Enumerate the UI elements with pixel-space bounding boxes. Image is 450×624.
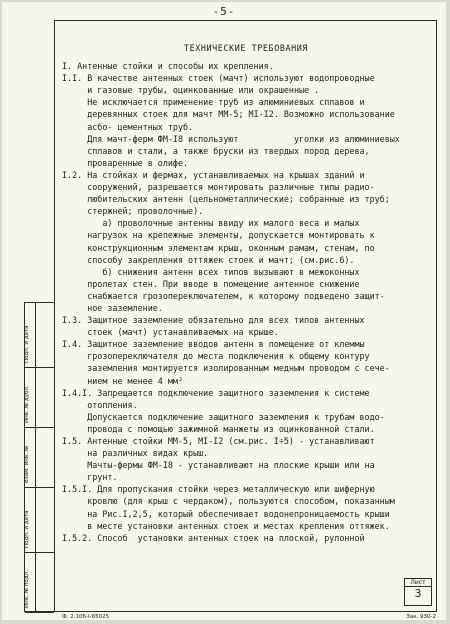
document-line: на Рис.I,2,5, который обеспечивает водонепроницаемость крыши — [62, 508, 390, 519]
document-line: и газовые трубы, оцинкованные или окрашенные . — [62, 85, 320, 96]
document-line: грунт. — [62, 472, 118, 483]
document-line: Не исключается применение труб из алюминиевых сплавов и — [62, 97, 365, 108]
document-line: I.3. Защитное заземление обязательно для всех типов антенных — [62, 315, 365, 326]
document-line: б) снижения антенн всех типов вызывают в межоконных — [62, 266, 360, 277]
page-number: -5- — [212, 5, 236, 18]
document-line: пролетах стен. При вводе в помещение антенное снижение — [62, 278, 360, 289]
side-cell-1 — [25, 553, 54, 613]
document-line: Допускается подключение защитного заземления к трубам водо- — [62, 411, 385, 422]
document-line: Мачты-фермы ФМ-I8 - устанавливают на плоские крыши или на — [62, 460, 375, 471]
side-label-podp-2: Подп. и дата — [24, 325, 30, 363]
document-line: стержней; проволочные). — [62, 206, 204, 217]
document-line: I.4.I. Запрещается подключение защитного заземления к системе — [62, 387, 370, 398]
document-line: Для мачт-ферм ФМ-I8 используют уголки из алюминиевых — [62, 133, 400, 144]
document-line: I.5. Антенные стойки ММ-5, МI-I2 (см.рис. I÷5) - устанавливают — [62, 436, 375, 446]
document-body — [62, 42, 430, 544]
document-line: заземления монтируется изолированным медным проводом с сече- — [62, 363, 390, 374]
document-line: асбо- цементных труб. — [62, 121, 194, 132]
document-line: любительских антенн (цельнометаллические; собранные из труб; — [62, 194, 390, 205]
document-line: I.4. Защитное заземление вводов антенн в помещение от клеммы — [62, 339, 365, 350]
document-line: ное заземление. — [62, 302, 163, 313]
document-line: способу закрепления оттяжек стоек и мачт; (см.рис.6). — [62, 254, 355, 265]
document-line: I.5.2. Способ установки антенных стоек на плоской, рулонной — [62, 532, 365, 543]
document-line: деревянных стоек для мачт ММ-5; МI-I2. Возможно использование — [62, 109, 395, 120]
side-label-inv-dubl: Инв. № дубл. — [24, 385, 30, 423]
document-line: I.5.I. Для пропускания стойки через металлическую или шиферную — [62, 484, 375, 495]
side-label-vzam: Взам. инв. № — [24, 445, 30, 483]
side-stamp — [24, 302, 54, 612]
document-line: в месте установки антенных стоек и местах крепления оттяжек. — [62, 520, 390, 531]
document-title: ТЕХНИЧЕСКИЕ ТРЕБОВАНИЯ — [183, 43, 309, 53]
document-page — [2, 2, 446, 620]
document-line: I.2. На стойках и фермах, устанавливаемых на крышах зданий и — [62, 169, 365, 180]
side-cell-3 — [25, 428, 54, 488]
document-line: стоек (мачт) устанавливаемых на крыше. — [62, 327, 279, 338]
side-label-inv-podl: Инв. № подл. — [24, 570, 30, 608]
document-line: проваренные в олифе. — [62, 157, 189, 168]
document-line: на различных видах крыш. — [62, 448, 209, 459]
footer-form-code: Ф. 2.106-I-65025 — [62, 614, 110, 620]
document-line: нием не менее 4 мм² — [62, 375, 184, 386]
sheet-label: Лист — [410, 579, 426, 586]
side-cell-2 — [25, 488, 54, 553]
document-lines — [62, 60, 430, 544]
footer-order: Зак. 930-2 — [406, 614, 436, 620]
document-line: снабжается грозопереключателем, к которому подведено защит- — [62, 290, 385, 301]
document-line: нагрузок на крепежные элементы, допускается монтировать к — [62, 230, 375, 241]
document-line: отопления. — [62, 399, 138, 410]
document-line: I. Антенные стойки и способы их крепления. — [62, 61, 274, 72]
document-line: грозопереключателя до места подключения к общему контуру — [62, 351, 370, 362]
document-line: а) проволочные антенны ввиду их малого веса и малых — [62, 218, 360, 229]
document-line: конструкционным элементам крыш, оконным рамам, стенам, по — [62, 242, 375, 253]
document-line: сооружений, разрешается монтировать различные типы радио- — [62, 182, 375, 193]
side-label-podp-1: Подп. и дата — [24, 510, 30, 548]
document-line: сплавов и стали, а также бруски из твердых пород дерева, — [62, 145, 370, 156]
side-cell-5 — [25, 303, 54, 368]
document-line: I.I. В качестве антенных стоек (мачт) используют водопроводные — [62, 73, 375, 84]
document-line: кровлю (для крыш с чердаком), пользуются способом, показанным — [62, 496, 395, 507]
side-cell-4 — [25, 368, 54, 428]
sheet-number: 3 — [405, 586, 431, 601]
document-line: провода с помощью зажимной манжеты из оцинкованной стали. — [62, 423, 375, 434]
sheet-number-box — [404, 578, 432, 606]
